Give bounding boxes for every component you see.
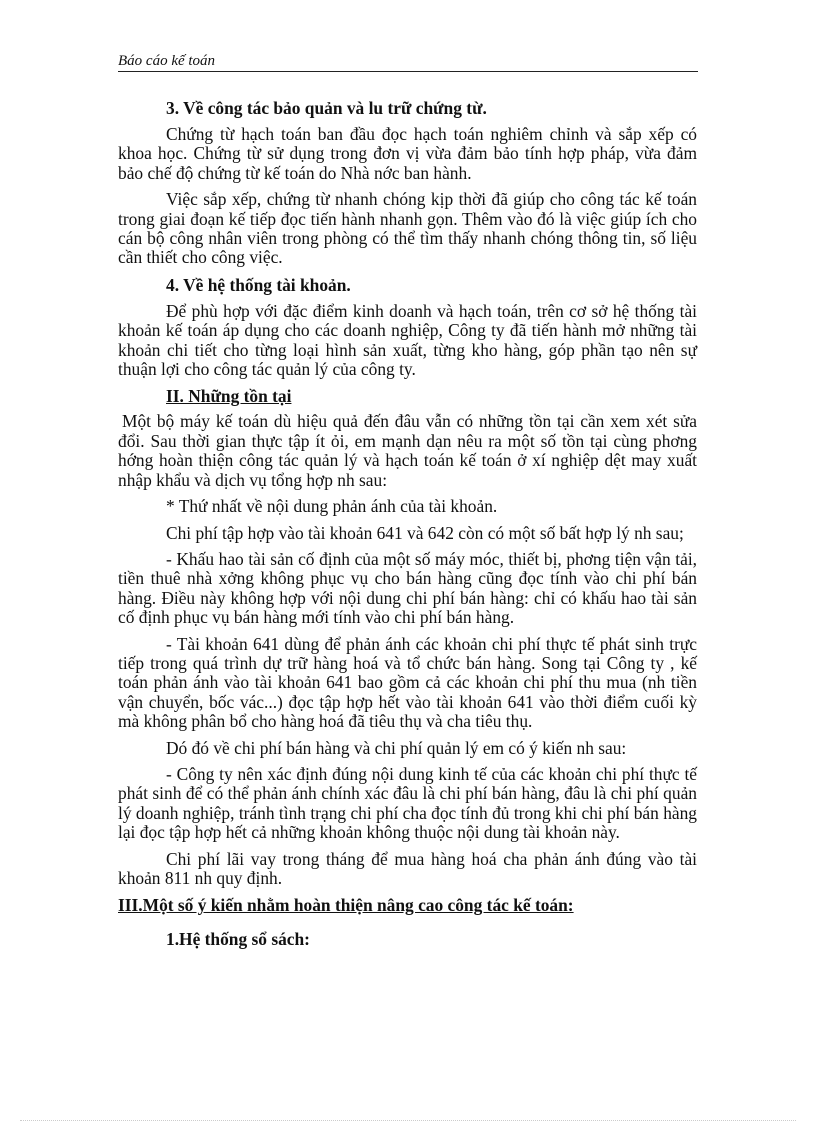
paragraph: Dó đó về chi phí bán hàng và chi phí quản lý em có ý kiến nh sau: [166, 737, 627, 758]
heading-section-3: 3. Về công tác bảo quản và lu trữ chứng từ. [166, 98, 487, 118]
paragraph: Chi phí lãi vay trong tháng để mua hàng hoá cha phản ánh đúng vào tài khoản 811 nh quy định. [118, 848, 697, 888]
paragraph: Để phù hợp với đặc điểm kinh doanh và hạch toán, trên cơ sở hệ thống tài khoản kế toán áp dụng cho các doanh nghiệp, Công ty đã tiến hành mở những tài khoản chi tiết cho từng loại hình sản xuất, từng kho hàng, góp phần tạo nên sự thuận lợi cho công tác quản lý của công ty. [118, 300, 697, 380]
document-body [118, 98, 697, 956]
paragraph: Chứng từ hạch toán ban đầu đọc hạch toán nghiêm chỉnh và sắp xếp có khoa học. Chứng từ sử dụng trong đơn vị vừa đảm bảo tính hợp pháp, vừa đảm bảo chế độ chứng từ kế toán do Nhà nớc ban hành. [118, 124, 697, 183]
paragraph: - Khấu hao tài sản cố định của một số máy móc, thiết bị, phơng tiện vận tải, tiền thuê nhà xởng không phục vụ cho bán hàng cũng đọc tính vào chi phí bán hàng. Điều này không hợp với nội dung chi phí bán hàng: chỉ có khấu hao tài sản cố định phục vụ bán hàng mới tính vào chi phí bán hàng. [118, 548, 697, 628]
heading-part-ii: II. Những tồn tại [166, 386, 292, 407]
paragraph: Chi phí tập hợp vào tài khoản 641 và 642 còn có một số bất hợp lý nh sau; [166, 522, 684, 543]
heading-section-4: 4. Về hệ thống tài khoản. [166, 274, 351, 295]
paragraph: - Công ty nên xác định đúng nội dung kinh tế của các khoản chi phí thực tế phát sinh để có thể phản ánh chính xác đâu là chi phí bán hàng, đâu là chi phí quản lý doanh nghiệp, tránh tình trạng chi phí cha đọc tính đủ trong khi chi phí bán hàng lại đọc tập hợp hết cả những khoản không thuộc nội dung tài khoản này. [118, 763, 697, 843]
paragraph: - Tài khoản 641 dùng để phản ánh các khoản chi phí thực tế phát sinh trực tiếp trong quá trình dự trữ hàng hoá và tổ chức bán hàng. Song tại Công ty , kế toán phản ánh vào tài khoản 641 bao gồm cả các khoản chi phí thu mua (nh tiền vận chuyển, bốc vác...) đọc tập hợp hết vào tài khoản 641 vào thời điểm cuối kỳ mà không phân bổ cho hàng hoá đã tiêu thụ và cha tiêu thụ. [118, 633, 697, 732]
paragraph: * Thứ nhất về nội dung phản ánh của tài khoản. [166, 496, 498, 517]
heading-subsection-1: 1.Hệ thống sổ sách: [166, 929, 310, 950]
page-bottom-divider [20, 1120, 796, 1121]
running-header: Báo cáo kế toán [118, 52, 698, 72]
heading-part-iii: III.Một số ý kiến nhằm hoàn thiện nâng cao công tác kế toán: [118, 895, 574, 916]
paragraph: Việc sắp xếp, chứng từ nhanh chóng kịp thời đã giúp cho công tác kế toán trong giai đoạn kế tiếp đọc tiến hành nhanh gọn. Thêm vào đó là việc giúp ích cho cán bộ công nhân viên trong phòng có thể tìm thấy nhanh chóng thông tin, số liệu cần thiết cho công việc. [118, 189, 697, 268]
paragraph: Một bộ máy kế toán dù hiệu quả đến đâu vẫn có những tồn tại cần xem xét sửa đổi. Sau thời gian thực tập ít ỏi, em mạnh dạn nêu ra một số tồn tại cùng phơng hớng hoàn thiện công tác quản lý và hạch toán kế toán ở xí nghiệp dệt may xuất nhập khẩu và dịch vụ tổng hợp nh sau: [118, 411, 697, 490]
